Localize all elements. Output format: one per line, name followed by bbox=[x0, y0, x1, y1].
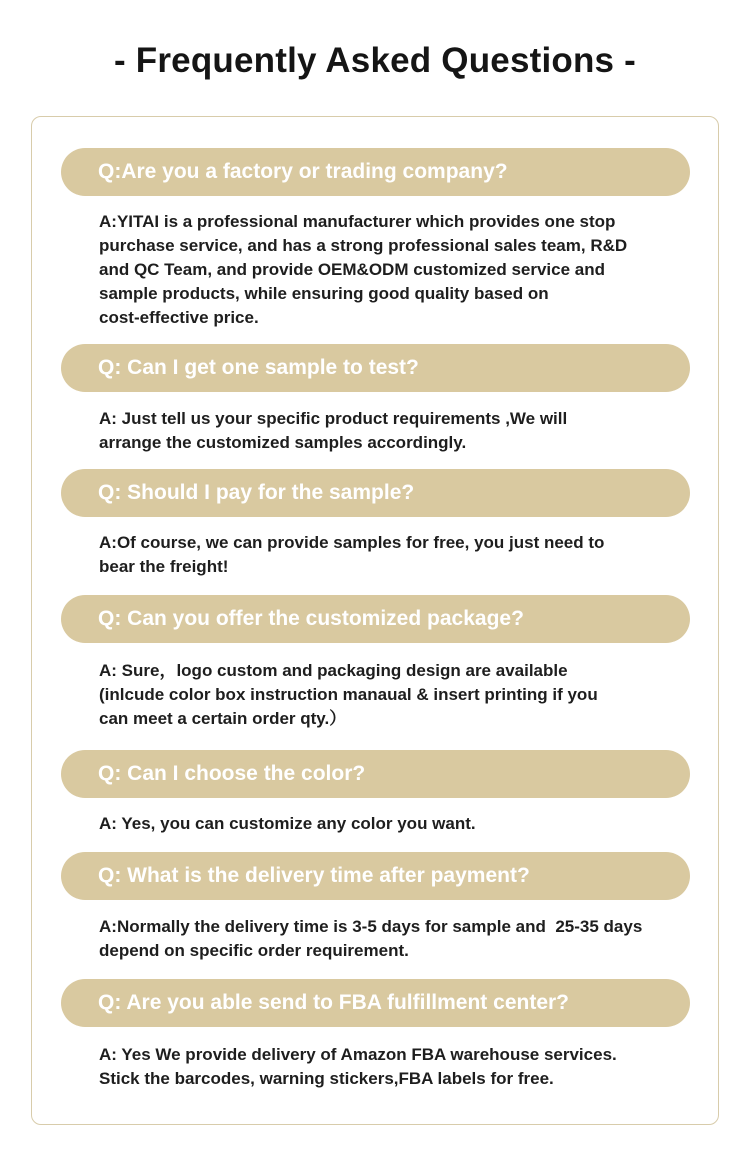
faq-answer-2 bbox=[99, 407, 679, 455]
answer-line: A:Normally the delivery time is 3-5 days for sample and 25-35 days bbox=[99, 917, 643, 936]
answer-line: can meet a certain order qty.） bbox=[99, 709, 347, 728]
answer-line: A: Just tell us your specific product requirements ,We will bbox=[99, 409, 568, 428]
faq-question-5: Q: Can I choose the color? bbox=[61, 750, 690, 798]
answer-line: Stick the barcodes, warning stickers,FBA labels for free. bbox=[99, 1069, 554, 1088]
faq-answer-1 bbox=[99, 210, 679, 330]
answer-line: A: Yes We provide delivery of Amazon FBA warehouse services. bbox=[99, 1045, 617, 1064]
answer-line: A: Yes, you can customize any color you want. bbox=[99, 814, 476, 833]
answer-line: purchase service, and has a strong professional sales team, R&D bbox=[99, 236, 628, 255]
faq-question-3: Q: Should I pay for the sample? bbox=[61, 469, 690, 517]
answer-line: A:YITAI is a professional manufacturer which provides one stop bbox=[99, 212, 616, 231]
faq-answer-5 bbox=[99, 812, 679, 836]
faq-question-1: Q:Are you a factory or trading company? bbox=[61, 148, 690, 196]
answer-line: sample products, while ensuring good quality based on bbox=[99, 284, 549, 303]
faq-answer-3 bbox=[99, 531, 679, 579]
answer-line: depend on specific order requirement. bbox=[99, 941, 409, 960]
faq-answer-4 bbox=[99, 659, 679, 731]
faq-answer-7 bbox=[99, 1043, 679, 1091]
answer-line: A:Of course, we can provide samples for free, you just need to bbox=[99, 533, 605, 552]
answer-line: and QC Team, and provide OEM&ODM customized service and bbox=[99, 260, 606, 279]
faq-question-7: Q: Are you able send to FBA fulfillment center? bbox=[61, 979, 690, 1027]
faq-question-4: Q: Can you offer the customized package? bbox=[61, 595, 690, 643]
faq-question-2: Q: Can I get one sample to test? bbox=[61, 344, 690, 392]
answer-line: (inlcude color box instruction manaual & insert printing if you bbox=[99, 685, 598, 704]
answer-line: cost-effective price. bbox=[99, 308, 259, 327]
answer-line: bear the freight! bbox=[99, 557, 229, 576]
faq-question-6: Q: What is the delivery time after payment? bbox=[61, 852, 690, 900]
answer-line: arrange the customized samples accordingly. bbox=[99, 433, 467, 452]
faq-answer-6 bbox=[99, 915, 679, 963]
page-title: - Frequently Asked Questions - bbox=[113, 41, 636, 80]
answer-line: A: Sure，logo custom and packaging design are available bbox=[99, 661, 568, 680]
